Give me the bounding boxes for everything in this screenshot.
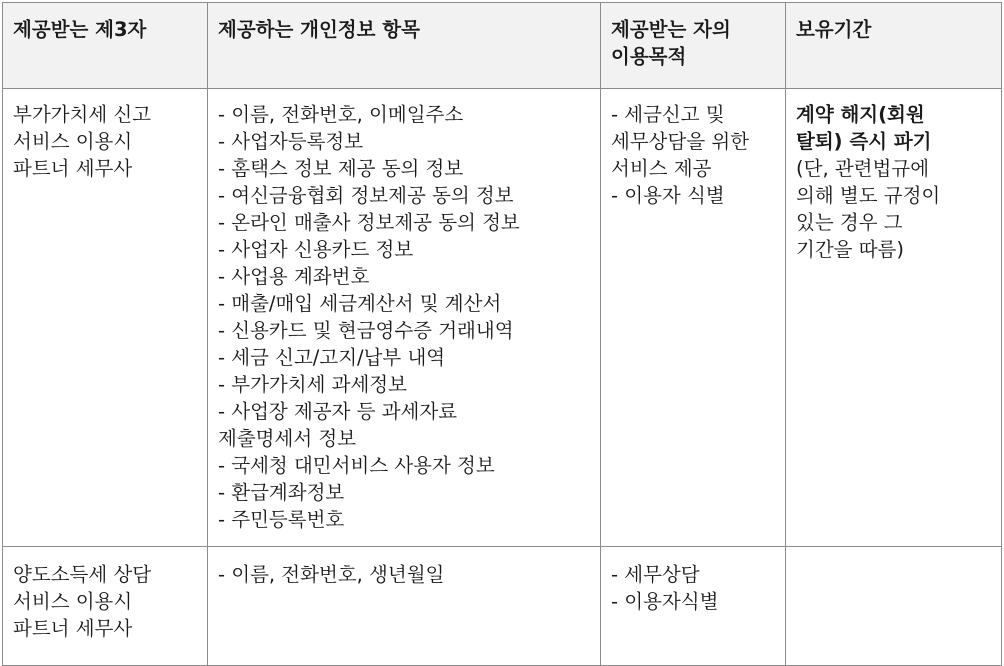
list-item: - 환급계좌정보: [218, 481, 345, 504]
privacy-provision-table: [2, 2, 1002, 666]
cell-third-party: [3, 547, 208, 666]
table-row: [3, 547, 1002, 666]
list-item: - 사업자등록정보: [218, 130, 364, 153]
list-item: - 이름, 전화번호, 이메일주소: [218, 103, 464, 126]
list-item: - 매출/매입 세금계산서 및 계산서: [218, 292, 502, 315]
header-row: [3, 3, 1002, 89]
list-item: - 홈택스 정보 제공 동의 정보: [218, 157, 464, 180]
text-line: - 이용자 식별: [611, 184, 725, 207]
header-retention: 보유기간: [786, 3, 1002, 89]
text-line: 서비스 이용시: [13, 590, 133, 613]
text-line: 부가가치세 신고: [13, 103, 152, 126]
header-purpose: 제공받는 자의 이용목적: [601, 3, 786, 89]
list-item: 제출명세서 정보: [218, 427, 357, 450]
cell-purpose: [601, 89, 786, 547]
retention-note: 있는 경우 그: [796, 211, 903, 234]
cell-purpose: [601, 547, 786, 666]
list-item: - 부가가치세 과세정보: [218, 373, 407, 396]
list-item: - 주민등록번호: [218, 508, 345, 531]
text-line: 세무상담을 위한: [611, 130, 750, 153]
cell-retention: [786, 89, 1002, 547]
list-item: - 여신금융협회 정보제공 동의 정보: [218, 184, 514, 207]
list-item: - 온라인 매출사 정보제공 동의 정보: [218, 211, 520, 234]
text-line: 양도소득세 상담: [13, 563, 152, 586]
cell-items: [208, 547, 601, 666]
list-item: - 사업장 제공자 등 과세자료: [218, 400, 458, 423]
table-row: [3, 89, 1002, 547]
list-item: - 사업용 계좌번호: [218, 265, 370, 288]
list-item: - 이름, 전화번호, 생년월일: [218, 563, 445, 586]
list-item: - 국세청 대민서비스 사용자 정보: [218, 454, 495, 477]
retention-note: 기간을 따름): [796, 238, 904, 261]
retention-note: 의해 별도 규정이: [796, 184, 941, 207]
text-line: - 이용자식별: [611, 590, 719, 613]
retention-note: (단, 관련법규에: [796, 157, 930, 180]
cell-retention: [786, 547, 1002, 666]
text-line: 서비스 제공: [611, 157, 712, 180]
list-item: - 신용카드 및 현금영수증 거래내역: [218, 319, 514, 342]
retention-emphasis: 탈퇴) 즉시 파기: [796, 130, 932, 153]
text-line: 서비스 이용시: [13, 130, 133, 153]
cell-items: [208, 89, 601, 547]
header-third-party: 제공받는 제3자: [3, 3, 208, 89]
header-items: 제공하는 개인정보 항목: [208, 3, 601, 89]
list-item: - 사업자 신용카드 정보: [218, 238, 414, 261]
text-line: 파트너 세무사: [13, 617, 133, 640]
cell-third-party: [3, 89, 208, 547]
text-line: 파트너 세무사: [13, 157, 133, 180]
list-item: - 세금 신고/고지/납부 내역: [218, 346, 446, 369]
retention-emphasis: 계약 해지(회원: [796, 103, 925, 126]
text-line: - 세무상담: [611, 563, 700, 586]
text-line: - 세금신고 및: [611, 103, 725, 126]
